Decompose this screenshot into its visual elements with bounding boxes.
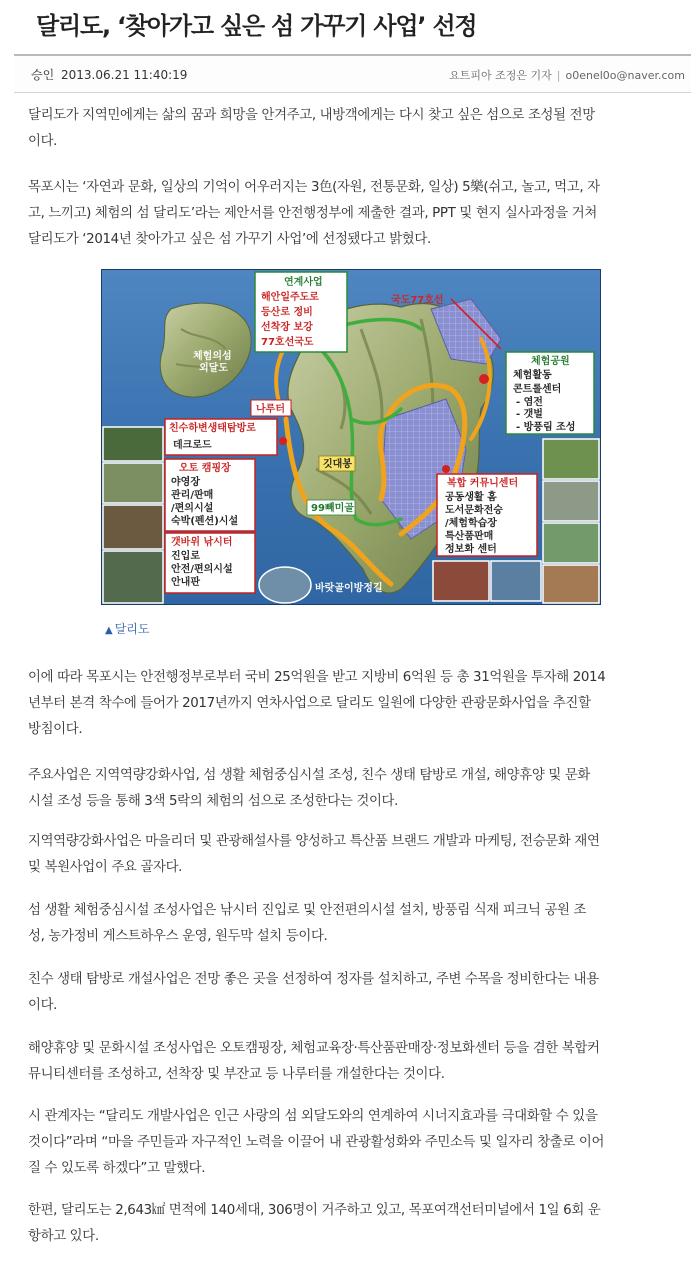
paragraph-line: 년부터 본격 착수에 들어가 2017년까지 연차사업으로 달리도 일원에 다양한 관광문화사업을 추진할: [28, 696, 591, 711]
community-center-item: 정보화 센터: [445, 544, 497, 555]
eco-trail-item: 데크로드: [173, 440, 212, 451]
article-paragraph: [28, 1198, 676, 1250]
auto-camping-item: 숙박(펜션)시설: [171, 516, 239, 527]
community-center-item: 특산품판매: [445, 531, 494, 542]
rock-fishing-item: 진입로: [171, 551, 200, 562]
eco-trail-title: 친수하변생태탐방로: [169, 423, 256, 434]
paragraph-line: 지역역량강화사업은 마을리더 및 관광해설사를 양성하고 특산품 브랜드 개발과 마케팅, 전승문화 재연: [28, 834, 600, 849]
article-paragraph: [28, 967, 676, 1019]
paragraph-line: 이다.: [28, 134, 58, 149]
linkage-item: 77호선국도: [261, 337, 314, 348]
paragraph-line: 목포시는 ‘자연과 문화, 일상의 기억이 어우러지는 3色(자원, 전통문화, 일상) 5樂(쉬고, 놀고, 먹고, 자: [28, 180, 600, 195]
paragraph-line: 주요사업은 지역역량강화사업, 섬 생활 체험중심시설 조성, 친수 생태 탐방로 개설, 해양휴양 및 문화: [28, 768, 591, 783]
auto-camping-item: 관리/판매: [171, 490, 214, 501]
photo-thumb-boats: [491, 561, 541, 601]
paragraph-line: 뮤니티센터를 조성하고, 선착장 및 부잔교 등 나루터를 개설한다는 것이다.: [28, 1067, 445, 1082]
linkage-item: 등산로 정비: [261, 307, 313, 318]
article-paragraph: [28, 1036, 676, 1088]
paragraph-line: 시 관계자는 “달리도 개발사업은 인근 사랑의 섬 외달도와의 연계하여 시너지효과를 극대화할 수 있을: [28, 1109, 598, 1124]
paragraph-line: 달리도가 지역민에게는 삶의 꿈과 희망을 안겨주고, 내방객에게는 다시 찾고 싶은 섬으로 조성될 전망: [28, 108, 595, 123]
reporter-name: 요트피아 조정은 기자: [449, 69, 552, 82]
paragraph-line: 고, 느끼고) 체험의 섬 달리도’라는 제안서를 안전행정부에 제출한 결과, PPT 및 현지 실사과정을 거쳐: [28, 206, 597, 221]
paragraph-line: 이에 따라 목포시는 안전행정부로부터 국비 25억원을 받고 지방비 6억원 등 총 31억원을 투자해 2014: [28, 670, 606, 685]
photo-thumb-fishing: [103, 551, 163, 603]
approved-label: 승인: [31, 68, 55, 82]
article-paragraph: [28, 175, 676, 253]
linkage-item: 선착장 보강: [261, 322, 313, 333]
linkage-project-title: 연계사업: [284, 277, 323, 288]
peak-label: 깃대봉: [323, 459, 352, 470]
windbreak-label: 바랏골이방정길: [315, 583, 383, 594]
experience-park-item: 체험활동: [513, 370, 552, 381]
photo-thumb-products: [433, 561, 489, 601]
paragraph-line: 달리도가 ‘2014년 찾아가고 싶은 섬 가꾸기 사업’에 선정됐다고 밝혔다.: [28, 232, 431, 247]
paragraph-line: 이다.: [28, 998, 58, 1013]
naru-label: 나루터: [256, 404, 285, 415]
paragraph-line: 친수 생태 탐방로 개설사업은 전망 좋은 곳을 선정하여 정자를 설치하고, 주변 수목을 정비한다는 내용: [28, 972, 599, 987]
photo-thumb-coast: [259, 567, 311, 603]
caption-arrow-icon: ▲: [105, 625, 113, 636]
photo-thumb-house: [543, 565, 599, 603]
outer-island-prefix-label: 체험의섬: [193, 351, 232, 362]
paragraph-line: 시설 조성 등을 통해 3색 5락의 체험의 섬으로 조성한다는 것이다.: [28, 794, 399, 809]
community-center-item: /체험학습장: [445, 518, 497, 529]
community-center-title: 복합 커뮤니센터: [447, 478, 519, 489]
article-paragraph: [28, 898, 676, 950]
auto-camping-item: /편의시설: [171, 503, 214, 514]
paragraph-line: 항하고 있다.: [28, 1229, 99, 1244]
outer-island-label: 외달도: [199, 363, 228, 374]
trail-label: 99빼미골: [311, 503, 354, 514]
auto-camping-item: 야영장: [171, 477, 200, 488]
community-center-item: 도서문화전승: [445, 505, 503, 516]
image-caption: [105, 620, 149, 637]
caption-text: 달리도: [114, 622, 150, 636]
byline: [449, 67, 685, 83]
photo-thumb-camping: [103, 463, 163, 503]
paragraph-line: 한편, 달리도는 2,643㎢ 면적에 140세대, 306명이 거주하고 있고, 목포여객선터미널에서 1일 6회 운: [28, 1203, 601, 1218]
photo-thumb-tidal-flat: [543, 481, 599, 521]
auto-camping-title: 오토 캠핑장: [179, 463, 231, 474]
article-title: 달리도, ‘찾아가고 싶은 섬 가꾸기 사업’ 선정: [36, 12, 477, 40]
publish-datetime: 2013.06.21 11:40:19: [61, 68, 188, 82]
article-paragraph: [28, 665, 676, 743]
paragraph-line: 및 복원사업이 주요 골자다.: [28, 860, 183, 875]
paragraph-line: 섬 생활 체험중심시설 조성사업은 낚시터 진입로 및 안전편의시설 설치, 방풍림 식재 피크닉 공원 조: [28, 903, 587, 918]
rock-fishing-item: 안내판: [171, 577, 200, 588]
reporter-email[interactable]: o0enel0o@naver.com: [565, 69, 685, 82]
paragraph-line: 방침이다.: [28, 722, 83, 737]
experience-park-item: - 갯벌: [516, 409, 543, 420]
experience-park-title: 체험공원: [531, 356, 570, 367]
experience-park-item: - 염전: [516, 397, 543, 408]
paragraph-line: 것이다”라며 “마을 주민들과 자구적인 노력을 이끌어 내 관광활성화와 주민소득 및 일자리 창출로 이어: [28, 1135, 605, 1150]
paragraph-line: 해양휴양 및 문화시설 조성사업은 오토캠핑장, 체험교육장·특산품판매장·정보화센터 등을 겸한 복합커: [28, 1041, 600, 1056]
publish-date: [31, 66, 187, 83]
article-paragraph: [28, 1104, 676, 1182]
community-center-item: 공동생활 홈: [445, 492, 497, 503]
island-plan-illustration: [101, 269, 601, 605]
article-meta-bar: [14, 54, 691, 93]
linkage-item: 해안일주도로: [261, 292, 319, 303]
experience-park-item: - 방풍림 조성: [516, 422, 576, 433]
article-paragraph: [28, 829, 676, 881]
paragraph-line: 질 수 있도록 하겠다”고 말했다.: [28, 1161, 206, 1176]
photo-thumb-pension: [103, 505, 163, 549]
rock-fishing-item: 안전/편의시설: [171, 564, 233, 575]
dallido-plan-image: [101, 269, 601, 605]
byline-separator: |: [556, 69, 561, 82]
photo-thumb-village: [543, 439, 599, 479]
photo-thumb-field: [543, 523, 599, 563]
article-paragraph: [28, 763, 676, 815]
article-paragraph: [28, 103, 676, 155]
paragraph-line: 성, 농가정비 게스트하우스 운영, 원두막 설치 등이다.: [28, 929, 328, 944]
experience-park-item: 콘트롤센터: [513, 384, 562, 395]
national-road-label: 국도77호선: [391, 295, 444, 306]
photo-thumb-beach: [103, 427, 163, 461]
rock-fishing-title: 갯바위 낚시터: [171, 537, 233, 548]
